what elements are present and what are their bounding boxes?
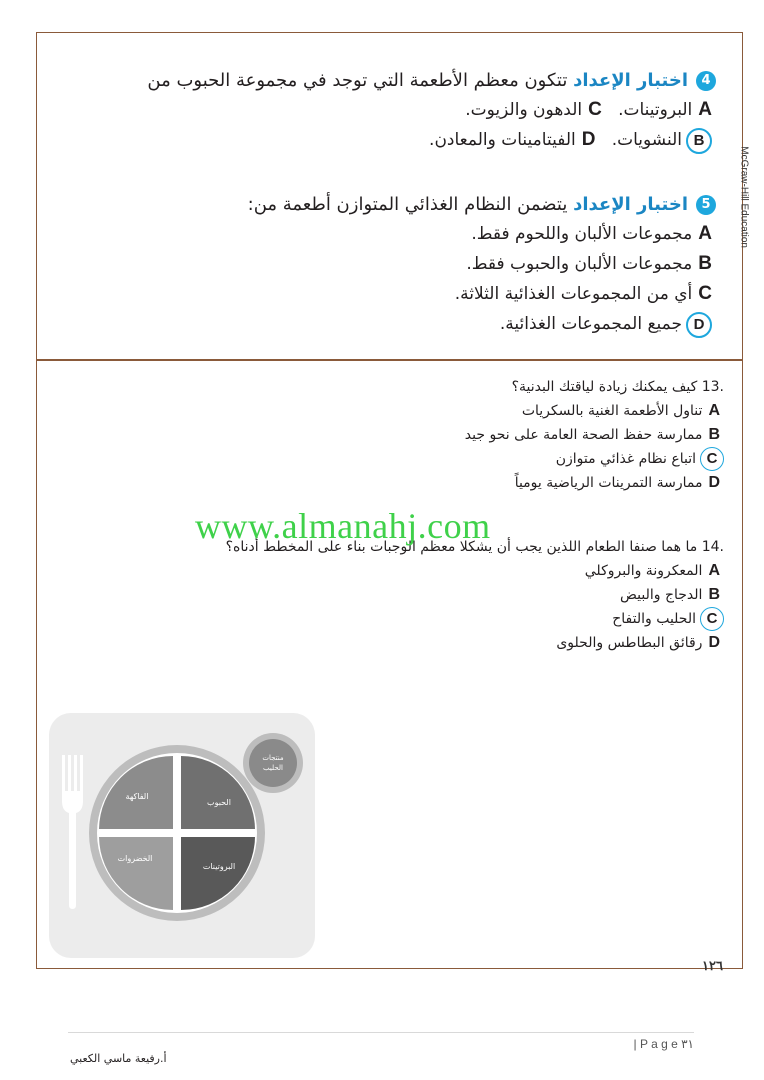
question-13-number: .13 <box>701 379 724 395</box>
grains-label: الحبوب <box>207 798 231 807</box>
q13-option-c-letter-circled: C <box>700 447 724 471</box>
q4-option-c-letter: C <box>588 99 602 120</box>
q14-option-c <box>34 607 724 631</box>
q4-option-b-text: النشويات. <box>611 130 682 150</box>
q5-option-c <box>46 279 712 309</box>
q5-option-b <box>46 249 712 279</box>
dairy-cup <box>249 739 297 787</box>
q14-option-d-text: رقائق البطاطس والحلوى <box>556 635 703 651</box>
fork-icon <box>62 755 83 909</box>
q13-option-a <box>54 399 720 423</box>
q13-option-d <box>54 471 720 495</box>
watermark-url[interactable]: www.almanahj.com <box>195 506 491 546</box>
q5-option-a <box>46 219 712 249</box>
vegetables-section <box>99 837 173 910</box>
q14-option-b-letter: B <box>708 586 720 603</box>
q13-option-b-letter: B <box>708 426 720 443</box>
q5-option-a-letter: A <box>698 223 712 244</box>
bottom-question-panel <box>36 360 743 969</box>
dairy-label-line1: منتجات <box>262 754 284 762</box>
q4-option-a-letter: A <box>698 99 712 120</box>
q13-option-b <box>54 423 720 447</box>
q4-option-d-text: الفيتامينات والمعادن. <box>429 130 576 150</box>
q5-option-c-letter: C <box>698 283 712 304</box>
q5-option-c-text: أي من المجموعات الغذائية الثلاثة. <box>454 284 693 304</box>
question-5-lead: اختبار الإعداد <box>573 194 688 215</box>
q14-option-a <box>34 559 720 583</box>
q14-option-a-text: المعكرونة والبروكلي <box>584 563 703 579</box>
q4-option-a-text: البروتينات. <box>618 100 693 120</box>
question-4-number: 4 <box>696 71 716 91</box>
q4-option-c-text: الدهون والزيوت. <box>465 100 583 120</box>
protein-section <box>181 837 255 910</box>
q4-option-b-letter-circled: B <box>686 128 712 154</box>
q14-option-a-letter: A <box>708 562 720 579</box>
q13-option-a-letter: A <box>708 402 720 419</box>
fruit-label: الفاكهة <box>125 792 149 801</box>
vegetables-label: الخضروات <box>117 854 153 863</box>
q5-option-b-text: مجموعات الألبان والحبوب فقط. <box>466 254 693 274</box>
q4-option-d-letter: D <box>581 129 596 150</box>
footer-divider <box>68 1032 694 1033</box>
page-number: ٣١ <box>681 1037 694 1051</box>
q13-option-a-text: تناول الأطعمة الغنية بالسكريات <box>521 403 703 419</box>
source-page-number: ١٢٦ <box>702 958 723 973</box>
question-14-stem: ما هما صنفا الطعام اللذين يجب أن يشكلا معظم الوجبات بناء على المخطط أدناه؟ <box>225 539 698 555</box>
dairy-label-line2: الحليب <box>263 764 283 772</box>
question-13-stem: كيف يمكنك زيادة لياقتك البدنية؟ <box>511 379 698 395</box>
question-4-row2 <box>46 125 712 155</box>
q14-option-d-letter: D <box>708 634 720 651</box>
q5-option-b-letter: B <box>698 253 712 274</box>
q13-option-c <box>54 447 724 471</box>
page-number-block <box>634 1037 695 1051</box>
question-14-number: .14 <box>701 539 724 555</box>
q13-option-d-letter: D <box>708 474 720 491</box>
q13-option-b-text: ممارسة حفظ الصحة العامة على نحو جيد <box>464 427 703 443</box>
author-name: أ.رفيعة ماسي الكعبي <box>70 1052 167 1065</box>
top-question-panel <box>36 32 750 360</box>
question-5 <box>46 191 716 339</box>
myplate-diagram <box>49 713 315 958</box>
question-5-stem: يتضمن النظام الغذائي المتوازن أطعمة من: <box>247 194 568 215</box>
question-14 <box>34 535 724 655</box>
protein-label: البروتينات <box>202 862 236 871</box>
q13-option-d-text: ممارسة التمرينات الرياضية يومياً <box>514 475 703 491</box>
question-4-lead: اختبار الإعداد <box>573 70 688 91</box>
myplate-svg <box>49 713 315 958</box>
publisher-label: McGraw-Hill Education <box>739 146 750 248</box>
q5-option-d-text: جميع المجموعات الغذائية. <box>499 314 682 334</box>
q5-option-a-text: مجموعات الألبان واللحوم فقط. <box>471 224 693 244</box>
q14-option-b-text: الدجاج والبيض <box>620 587 703 603</box>
question-13 <box>54 375 724 495</box>
page-label: | P a g e <box>633 1037 678 1051</box>
question-4-stem: تتكون معظم الأطعمة التي توجد في مجموعة الحبوب من <box>147 70 568 91</box>
q14-option-b <box>34 583 720 607</box>
q13-option-c-text: اتباع نظام غذائي متوازن <box>555 451 696 467</box>
q14-option-c-text: الحليب والتفاح <box>612 611 696 627</box>
question-4 <box>46 67 716 155</box>
q14-option-d <box>34 631 720 655</box>
q5-option-d <box>46 309 712 339</box>
question-5-number: 5 <box>696 195 716 215</box>
q14-option-c-letter-circled: C <box>700 607 724 631</box>
q5-option-d-letter-circled: D <box>686 312 712 338</box>
question-4-row1 <box>46 95 712 125</box>
plate-inner <box>97 753 257 913</box>
